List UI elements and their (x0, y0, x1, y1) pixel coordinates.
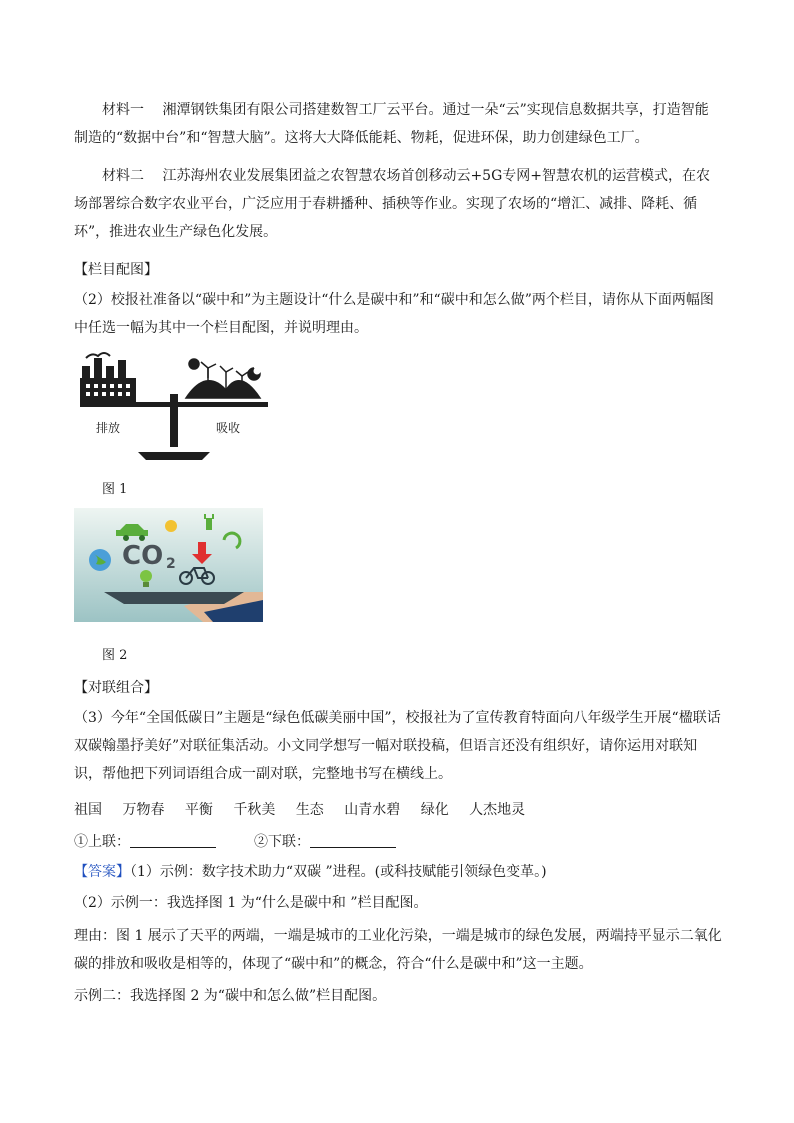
word-item: 山青水碧 (344, 802, 401, 818)
example-2: 示例二：我选择图 2 为“碳中和怎么做”栏目配图。 (74, 988, 387, 1004)
question-2: （2）校报社准备以“碳中和”为主题设计“什么是碳中和”和“碳中和怎么做”两个栏目，请你从下面两幅图中任选一幅为其中一个栏目配图，并说明理由。 (74, 292, 714, 336)
upper-blank[interactable] (130, 831, 216, 848)
lower-label: ②下联： (254, 834, 310, 850)
globe-icon (89, 549, 111, 571)
question-3: （3）今年“全国低碳日”主题是“绿色低碳美丽中国”，校报社为了宣传教育特面向八年级学生开展“楹联话双碳翰墨抒美好”对联征集活动。小文同学想写一幅对联投稿，但语言还没有组织好，请你运用对联知识，帮他把下列词语组合成一副对联，完整地书写在横线上。 (74, 710, 721, 782)
word-item: 人杰地灵 (469, 802, 526, 818)
couplet-upper (74, 830, 216, 854)
couplet-lower (254, 830, 396, 854)
fig1-right-label: 吸收 (216, 421, 241, 435)
answer-tag: 【答案】 (74, 864, 130, 880)
figure-1-balance (76, 350, 272, 465)
answer-reason: 理由：图 1 展示了天平的两端，一端是城市的工业化污染，一端是城市的绿色发展，两端持平显示二氧化碳的排放和吸收是相等的，体现了“碳中和”的概念，符合“什么是碳中和”这一主题。 (74, 928, 722, 972)
word-item: 平衡 (184, 802, 213, 818)
lower-blank[interactable] (310, 831, 396, 848)
answer-2: （2）示例一：我选择图 1 为“什么是碳中和 ”栏目配图。 (74, 895, 428, 911)
word-list (74, 798, 541, 822)
section-couplet: 【对联组合】 (74, 680, 158, 696)
word-item: 千秋美 (233, 802, 276, 818)
fig1-left-label: 排放 (96, 421, 121, 435)
word-item: 绿化 (420, 802, 449, 818)
figure-2-caption: 图 2 (102, 648, 128, 663)
co2-subscript: 2 (166, 556, 176, 572)
wind-turbine-icon (186, 359, 260, 398)
co2-text: CO (122, 541, 164, 571)
word-item: 祖国 (74, 802, 102, 818)
word-item: 生态 (295, 802, 324, 818)
word-item: 万物春 (122, 802, 165, 818)
material-2: 材料二 江苏海州农业发展集团益之农智慧农场首创移动云+5G专网+智慧农机的运营模式，在农场部署综合数字农业平台，广泛应用于春耕播种、插秧等作业。实现了农场的“增汇、减排、降耗、循环”，推进农业生产绿色化发展。 (74, 168, 710, 240)
upper-label: ①上联： (74, 834, 130, 850)
section-column-image: 【栏目配图】 (74, 262, 158, 278)
answer-1 (74, 860, 547, 884)
factory-icon (80, 353, 136, 402)
material-1: 材料一 湘潭钢铁集团有限公司搭建数智工厂云平台。通过一朵“云”实现信息数据共享，打造智能制造的“数据中台”和“智慧大脑”。这将大大降低能耗、物耗，促进环保，助力创建绿色工厂。 (74, 102, 709, 146)
figure-1-caption: 图 1 (102, 482, 128, 497)
figure-2-co2 (74, 508, 263, 622)
answer-1-text: （1）示例：数字技术助力“双碳 ”进程。(或科技赋能引领绿色变革。) (130, 864, 547, 880)
